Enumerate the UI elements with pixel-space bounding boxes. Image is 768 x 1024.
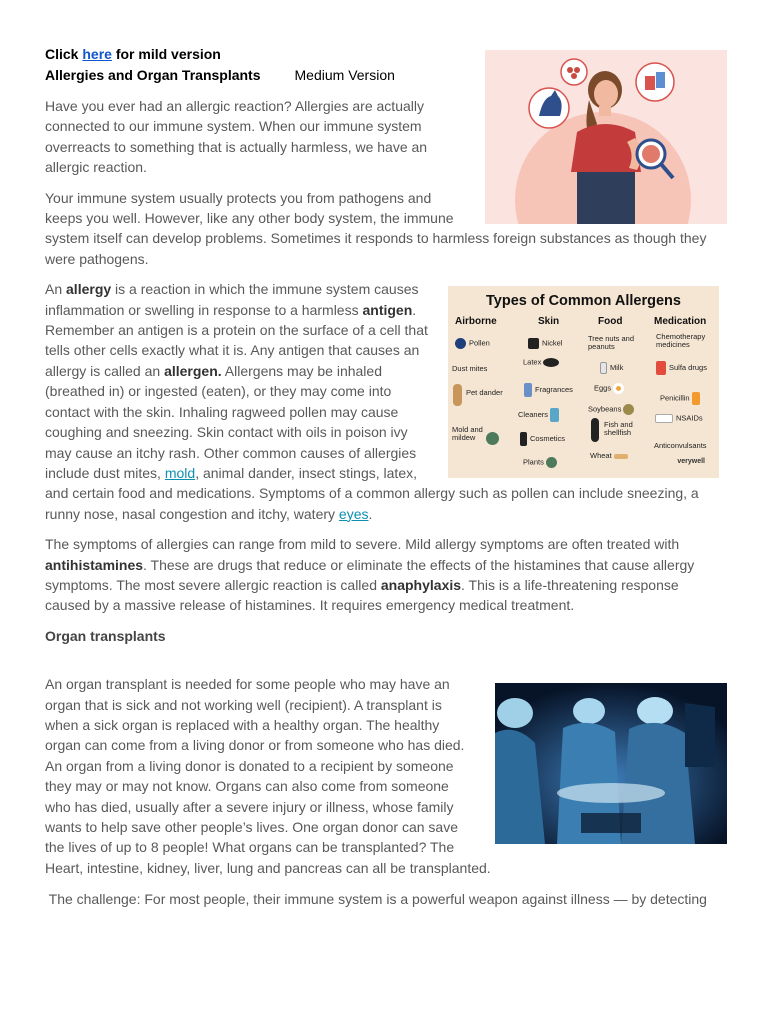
allergy-illustration [485, 50, 727, 224]
allergen-fragrances: Fragrances [524, 383, 573, 397]
cosmetics-icon [520, 432, 527, 446]
soybean-icon [623, 404, 634, 415]
chart-brand: verywell [677, 457, 705, 465]
paragraph-symptoms: The symptoms of allergies can range from mild to severe. Mild allergy symptoms are often treated with antihistamines. These are drugs that reduce or eliminate the effects of the histamines that cause allergy symptoms. The most severe allergic reaction is called anaphylaxis. This is a life-threatening response caused by a massive release of histamines. It requires emergency medical treatment. [45, 536, 695, 614]
allergen-milk: Milk [600, 362, 623, 374]
nickel-icon [528, 338, 539, 349]
paragraph-allergy-definition: An allergy is a reaction in which the immune system causes inflammation or swelling in response to a harmless antigen. Remember an antigen is a protein on the surface of a cell that tells other cells exactly what it is. Any antigen that causes an allergy is called an allergen. Allergens may be inhaled (breathed in) or ingested (eaten), or they may come into contact with the skin. Inhaling ragweed pollen may cause coughing and sneezing. Skin contact with oils in poison ivy may cause an itchy rash. Other common causes of allergies include dust mites, mold, animal dander, insect stings, latex, and certain food and medications. Symptoms of a common allergy such as pollen can include sneezing, a runny nose, nasal congestion and itchy, watery eyes. [45, 281, 699, 522]
allergen-fish: Fish and shellfish [604, 420, 633, 438]
egg-icon [613, 383, 624, 394]
allergen-plants: Plants [523, 457, 560, 468]
column-airborne: Airborne [455, 316, 497, 328]
allergen-nuts: Tree nuts and peanuts [588, 334, 634, 352]
column-skin: Skin [538, 316, 560, 328]
paragraph-immune-system: Your immune system usually protects you from pathogens and keeps you well. However, like any other body system, the immune system itself can develop problems. Sometimes it responds to harmless foreign substances as though they were pathogens. [45, 189, 707, 267]
nsaid-pill-icon [655, 414, 673, 423]
allergen-chemo: Chemotherapy medicines [656, 332, 706, 350]
allergen-penicillin: Penicillin [660, 392, 703, 405]
allergen-nsaids: NSAIDs [655, 414, 703, 423]
allergen-pet-dander: Pet dander [466, 388, 503, 398]
document-page [45, 44, 725, 910]
column-food: Food [598, 316, 623, 328]
allergen-dust-mites: Dust mites [452, 364, 488, 374]
sulfa-bottle-icon [656, 361, 666, 375]
allergen-cosmetics: Cosmetics [520, 432, 565, 446]
allergen-latex: Latex [523, 358, 562, 367]
mild-version-link[interactable]: here [82, 46, 112, 62]
paragraph-organ-transplant: An organ transplant is needed for some people who may have an organ that is sick and not working well (recipient). A transplant is when a sick organ is replaced with a healthy organ. The healthy organ can come from a living donor or from someone who has died. An organ from a living donor is donated to a recipient by someone they may or may not know. Organs can also come from someone who has died, usually after a severe injury or illness, whose family wants to help save other people’s lives. One organ donor can save the lives of up to 8 people! What organs can be transplanted? The Heart, intestine, kidney, liver, lung and pancreas can all be transplanted. [45, 676, 491, 876]
allergen-nickel: Nickel [528, 338, 562, 349]
cleaner-bottle-icon [550, 408, 559, 422]
allergen-anticonvulsants: Anticonvulsants [654, 441, 707, 451]
allergen-sulfa: Sulfa drugs [656, 361, 707, 375]
allergen-pollen: Pollen [455, 338, 490, 349]
allergen-types-chart [448, 286, 719, 478]
surgery-photo [495, 683, 727, 844]
eyes-link[interactable]: eyes [338, 505, 369, 522]
pet-dander-icon [453, 384, 462, 406]
click-suffix: for mild version [115, 46, 221, 62]
allergen-wheat: Wheat [590, 452, 631, 460]
fragrance-bottle-icon [524, 383, 532, 397]
allergen-mold: Mold and mildew [452, 425, 483, 443]
paragraph-intro: Have you ever had an allergic reaction? Allergies are actually connected to our immune system. When our immune system overreacts to something that is actually harmless, we have an allergic reaction. [45, 98, 428, 176]
click-prefix: Click [45, 46, 79, 62]
latex-glove-icon [543, 358, 559, 367]
version-label: Medium Version [294, 67, 395, 83]
paragraph-challenge: The challenge: For most people, their immune system is a powerful weapon against illness — by detecting [45, 891, 707, 908]
fish-icon [591, 418, 599, 442]
mold-link[interactable]: mold [164, 464, 196, 481]
allergen-soybeans: Soybeans [588, 404, 637, 415]
penicillin-icon [692, 392, 700, 405]
allergen-eggs: Eggs [594, 383, 627, 394]
pollen-icon [455, 338, 466, 349]
chart-title: Types of Common Allergens [486, 293, 681, 310]
page-title: Allergies and Organ Transplants [45, 67, 261, 83]
plant-icon [546, 457, 557, 468]
organ-transplants-heading: Organ transplants [45, 627, 166, 644]
column-medication: Medication [654, 316, 707, 328]
wheat-icon [614, 454, 628, 459]
milk-icon [600, 362, 607, 374]
mold-icon [486, 432, 499, 445]
allergen-cleaners: Cleaners [518, 408, 562, 422]
